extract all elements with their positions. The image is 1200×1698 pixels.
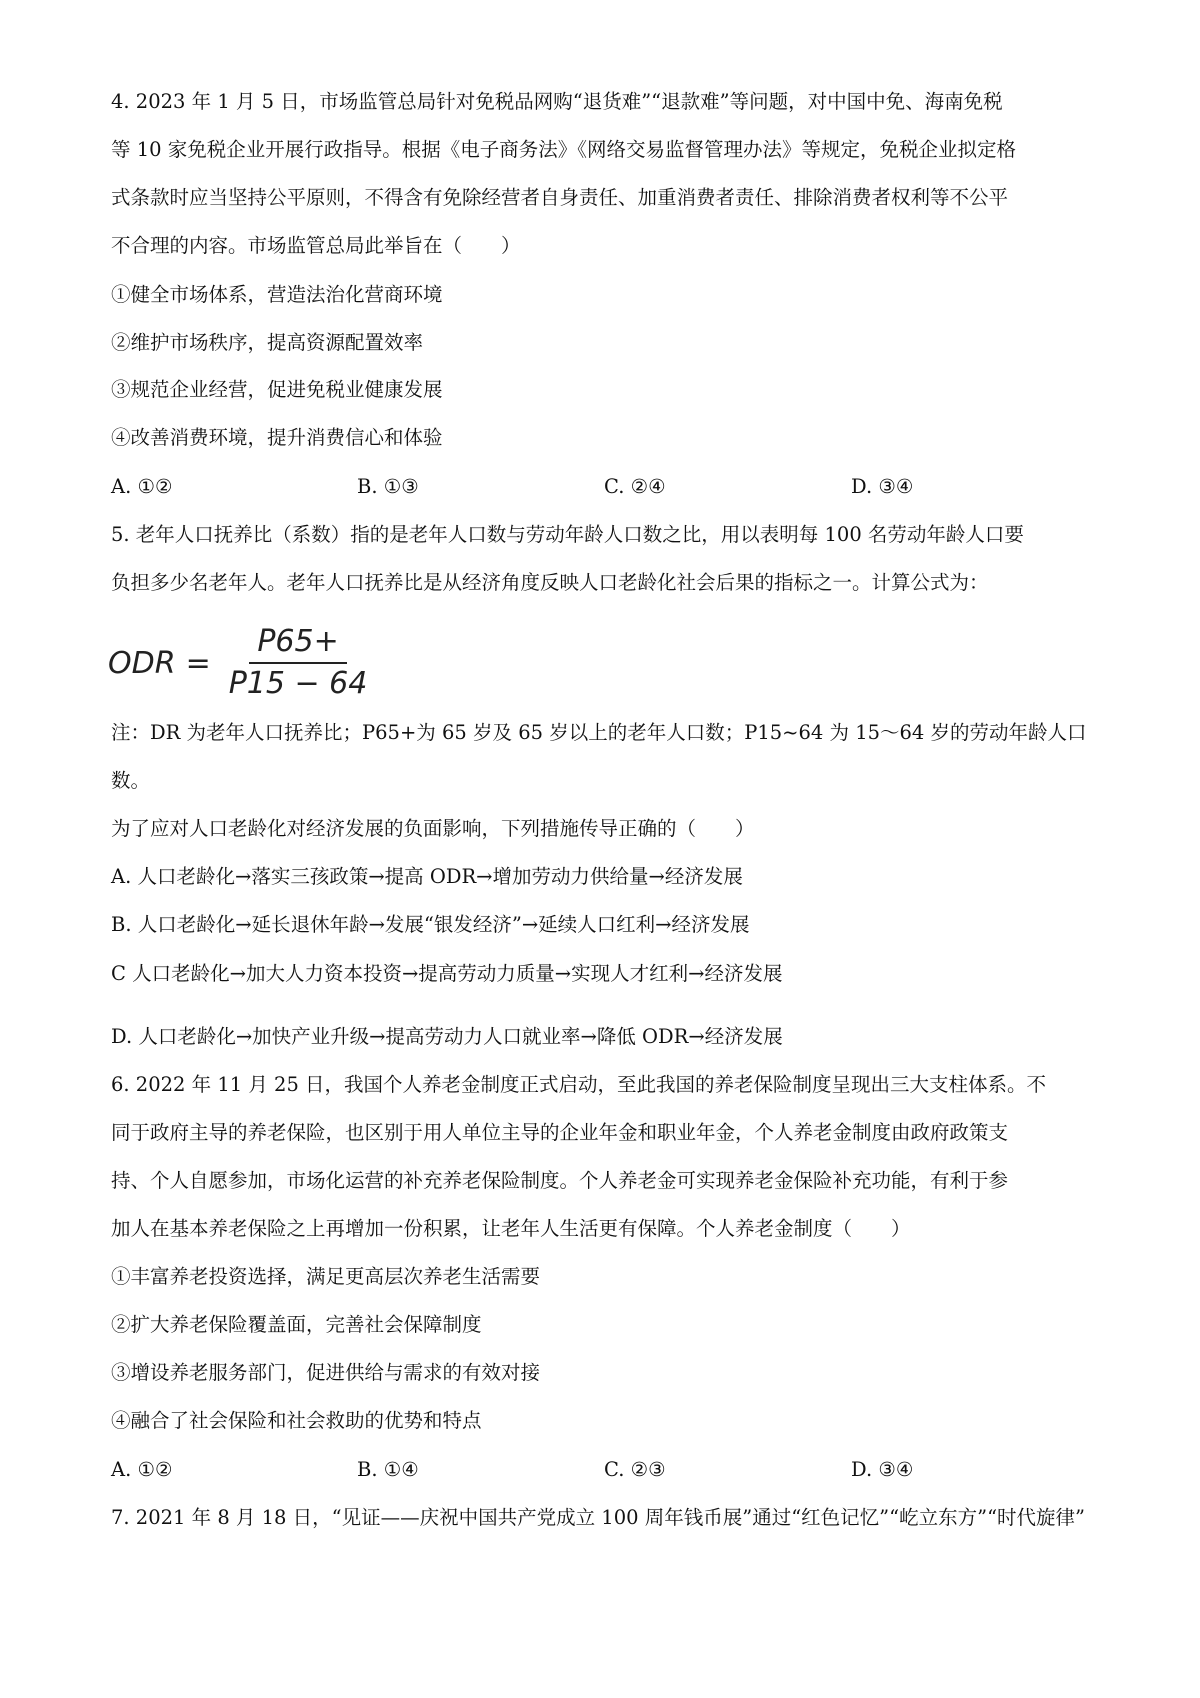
q5-note-line: 数。 bbox=[111, 769, 151, 792]
q6-stem-line: 同于政府主导的养老保险，也区别于用人单位主导的企业年金和职业年金，个人养老金制度由政府政策支 bbox=[111, 1121, 1009, 1144]
q6-stem-line: 加人在基本养老保险之上再增加一份积累，让老年人生活更有保障。个人养老金制度（ ） bbox=[111, 1217, 911, 1240]
q4-statement: ①健全市场体系，营造法治化营商环境 bbox=[111, 283, 443, 306]
q5-option-b: B. 人口老龄化→延长退休年龄→发展“银发经济”→延续人口红利→经济发展 bbox=[111, 913, 750, 936]
formula-numerator: P65+ bbox=[249, 626, 346, 664]
q6-statement: ①丰富养老投资选择，满足更高层次养老生活需要 bbox=[111, 1265, 541, 1288]
q6-stem-line: 持、个人自愿参加，市场化运营的补充养老保险制度。个人养老金可实现养老金保险补充功能，有利于参 bbox=[111, 1169, 1009, 1192]
q4-statement: ④改善消费环境，提升消费信心和体验 bbox=[111, 426, 443, 449]
q4-option-a: A. ①② bbox=[111, 475, 173, 498]
q7-stem-line: 7. 2021 年 8 月 18 日，“见证——庆祝中国共产党成立 100 周年钱币展”通过“红色记忆”“屹立东方”“时代旋律” bbox=[111, 1506, 1086, 1529]
formula-lhs: ODR bbox=[108, 645, 176, 681]
q6-option-c: C. ②③ bbox=[604, 1458, 666, 1481]
q5-stem-line: 负担多少名老年人。老年人口抚养比是从经济角度反映人口老龄化社会后果的指标之一。计算公式为： bbox=[111, 571, 989, 594]
q4-option-b: B. ①③ bbox=[357, 475, 419, 498]
odr-formula bbox=[108, 624, 375, 701]
q4-option-c: C. ②④ bbox=[604, 475, 666, 498]
q6-option-b: B. ①④ bbox=[357, 1458, 419, 1481]
q4-option-d: D. ③④ bbox=[851, 475, 914, 498]
q5-note-line: 注：DR 为老年人口抚养比；P65+为 65 岁及 65 岁以上的老年人口数；P15~64 为 15～64 岁的劳动年龄人口 bbox=[111, 721, 1087, 744]
q6-statement: ②扩大养老保险覆盖面，完善社会保障制度 bbox=[111, 1313, 482, 1336]
formula-denominator: P15 − 64 bbox=[228, 666, 368, 701]
q6-statement: ③增设养老服务部门，促进供给与需求的有效对接 bbox=[111, 1361, 541, 1384]
q6-statement: ④融合了社会保险和社会救助的优势和特点 bbox=[111, 1409, 482, 1432]
q5-option-a: A. 人口老龄化→落实三孩政策→提高 ODR→增加劳动力供给量→经济发展 bbox=[111, 865, 743, 888]
q4-statement: ③规范企业经营，促进免税业健康发展 bbox=[111, 378, 443, 401]
q6-option-d: D. ③④ bbox=[851, 1458, 914, 1481]
formula-equals: = bbox=[185, 645, 211, 681]
q5-stem-line: 5. 老年人口抚养比（系数）指的是老年人口数与劳动年龄人口数之比，用以表明每 100 名劳动年龄人口要 bbox=[111, 523, 1024, 546]
q4-stem-line: 4. 2023 年 1 月 5 日，市场监管总局针对免税品网购“退货难”“退款难”等问题，对中国中免、海南免税 bbox=[111, 90, 1003, 113]
q5-option-c: C 人口老龄化→加大人力资本投资→提高劳动力质量→实现人才红利→经济发展 bbox=[111, 962, 783, 985]
q4-stem-line: 不合理的内容。市场监管总局此举旨在（ ） bbox=[111, 234, 521, 257]
formula-fraction bbox=[221, 626, 376, 700]
q4-stem-line: 等 10 家免税企业开展行政指导。根据《电子商务法》《网络交易监督管理办法》等规定，免税企业拟定格 bbox=[111, 138, 1016, 161]
q5-option-d: D. 人口老龄化→加快产业升级→提高劳动力人口就业率→降低 ODR→经济发展 bbox=[111, 1025, 783, 1048]
q6-stem-line: 6. 2022 年 11 月 25 日，我国个人养老金制度正式启动，至此我国的养老保险制度呈现出三大支柱体系。不 bbox=[111, 1073, 1047, 1096]
q4-stem-line: 式条款时应当坚持公平原则，不得含有免除经营者自身责任、加重消费者责任、排除消费者权利等不公平 bbox=[111, 186, 1009, 209]
q6-option-a: A. ①② bbox=[111, 1458, 173, 1481]
q4-statement: ②维护市场秩序，提高资源配置效率 bbox=[111, 331, 424, 354]
q5-question: 为了应对人口老龄化对经济发展的负面影响，下列措施传导正确的（ ） bbox=[111, 817, 755, 840]
